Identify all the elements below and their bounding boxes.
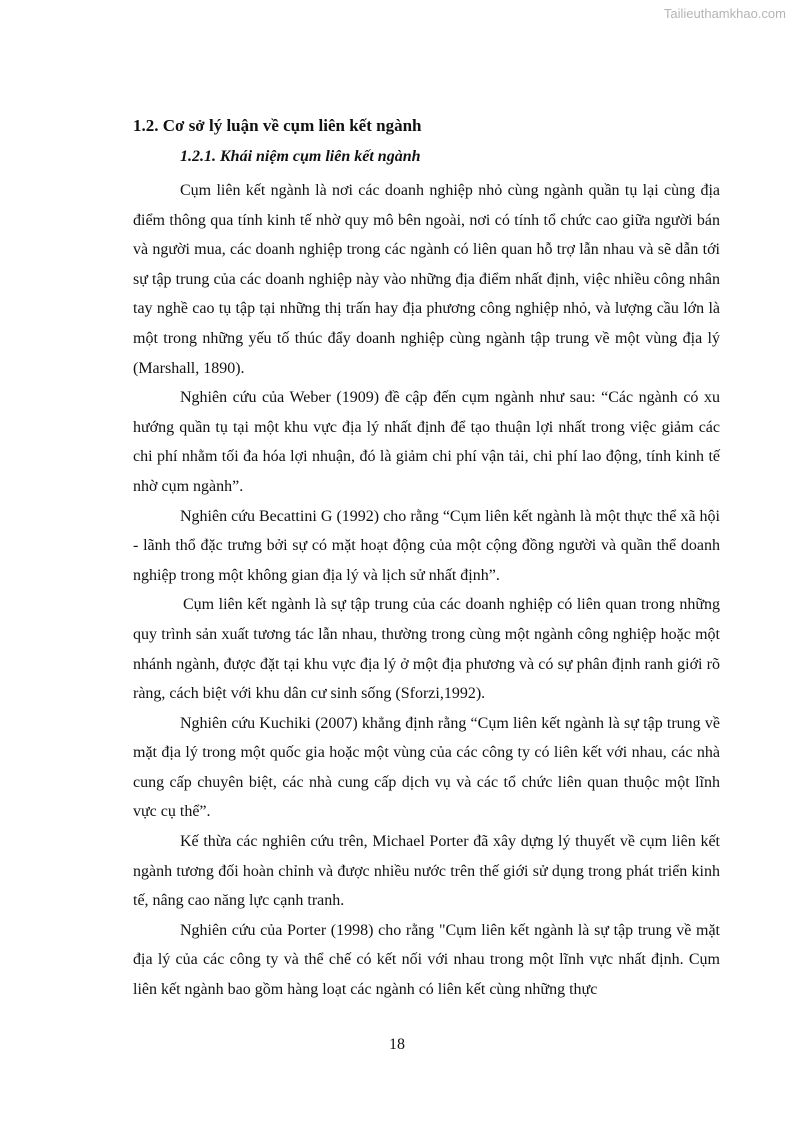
paragraph-porter-theory: Kế thừa các nghiên cứu trên, Michael Porter đã xây dựng lý thuyết về cụm liên kết ngành tương đối hoàn chỉnh và được nhiều nước trên thế giới sử dụng trong phát triển kinh tế, nâng cao năng lực cạnh tranh. xyxy=(133,833,720,910)
paragraph-sforzi: Cụm liên kết ngành là sự tập trung của các doanh nghiệp có liên quan trong những quy trình sản xuất tương tác lẫn nhau, thường trong cùng một ngành công nghiệp hoặc một nhánh ngành, được đặt tại khu vực địa lý ở một địa phương và có sự phân định ranh giới rõ ràng, cách biệt với khu dân cư sinh sống (Sforzi,1992). xyxy=(133,596,720,703)
section-heading: 1.2. Cơ sở lý luận về cụm liên kết ngành xyxy=(133,116,422,135)
paragraph-marshall: Cụm liên kết ngành là nơi các doanh nghiệp nhỏ cùng ngành quần tụ lại cùng địa điểm thông qua tính kinh tế nhờ quy mô bên ngoài, nơi có tính tổ chức cao giữa người bán và người mua, các doanh nghiệp trong các ngành có liên quan hỗ trợ lẫn nhau và sẽ dẫn tới sự tập trung của các doanh nghiệp này vào những địa điểm nhất định, việc nhiều công nhân tay nghề cao tụ tập tại những thị trấn hay địa phương công nghiệp nhỏ, và lượng cầu lớn là một trong những yếu tố thúc đẩy doanh nghiệp cùng ngành tập trung về một vùng địa lý (Marshall, 1890). xyxy=(133,182,720,377)
page-number: 18 xyxy=(389,1036,405,1053)
page-body xyxy=(133,112,720,1005)
paragraph-weber: Nghiên cứu của Weber (1909) đề cập đến cụm ngành như sau: “Các ngành có xu hướng quần tụ tại một khu vực địa lý nhất định để tạo thuận lợi nhất trong việc giảm các chi phí nhằm tối đa hóa lợi nhuận, đó là giảm chi phí vận tải, chi phí lao động, tính kinh tế nhờ cụm ngành”. xyxy=(133,389,720,495)
paragraph-kuchiki: Nghiên cứu Kuchiki (2007) khẳng định rằng “Cụm liên kết ngành là sự tập trung về mặt địa lý trong một quốc gia hoặc một vùng của các công ty có liên kết với nhau, các nhà cung cấp chuyên biệt, các nhà cung cấp dịch vụ và các tổ chức liên quan thuộc một lĩnh vực cụ thể”. xyxy=(133,714,720,821)
paragraph-becattini: Nghiên cứu Becattini G (1992) cho rằng “Cụm liên kết ngành là một thực thể xã hội - lãnh thổ đặc trưng bởi sự có mặt hoạt động của một cộng đồng người và quần thể doanh nghiệp trong một không gian địa lý và lịch sử nhất định”. xyxy=(133,507,720,584)
paragraph-porter-1998: Nghiên cứu của Porter (1998) cho rằng "Cụm liên kết ngành là sự tập trung về mặt địa lý của các công ty và thể chế có kết nối với nhau trong một lĩnh vực nhất định. Cụm liên kết ngành bao gồm hàng loạt các ngành có liên kết cùng những thực xyxy=(133,921,720,999)
subsection-heading: 1.2.1. Khái niệm cụm liên kết ngành xyxy=(180,148,421,165)
watermark: Tailieuthamkhao.com xyxy=(663,6,786,21)
